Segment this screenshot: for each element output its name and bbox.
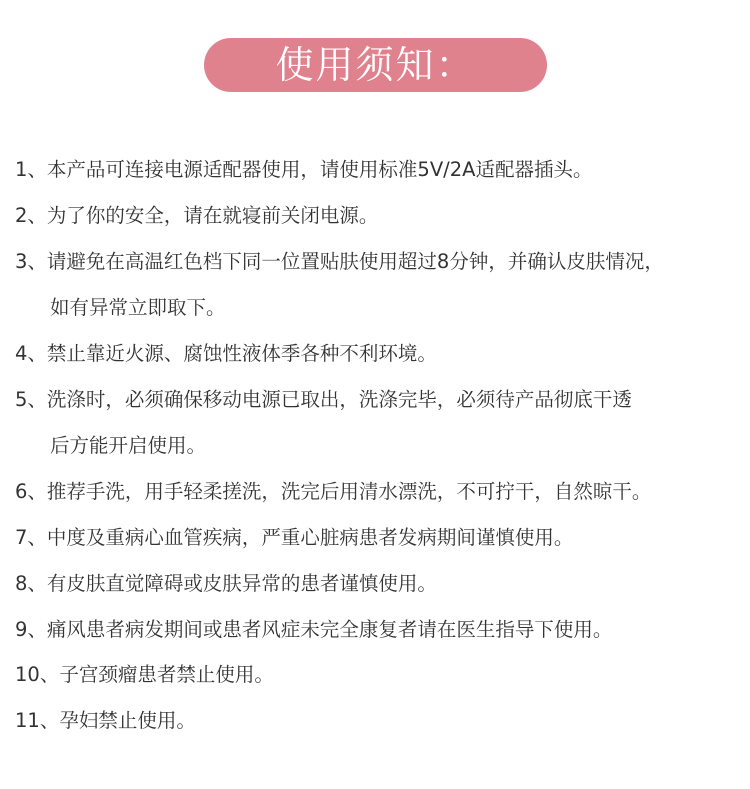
- notice-item-6: 6、推荐手洗，用手轻柔搓洗，洗完后用清水漂洗，不可拧干，自然晾干。: [15, 480, 652, 503]
- notice-item-7: 7、中度及重病心血管疾病，严重心脏病患者发病期间谨慎使用。: [15, 526, 574, 549]
- title-banner: [204, 38, 547, 92]
- notice-item-11: 11、孕妇禁止使用。: [15, 709, 196, 732]
- notice-item-5-continued: 后方能开启使用。: [50, 434, 207, 457]
- notice-item-4: 4、禁止靠近火源、腐蚀性液体季各种不利环境。: [15, 342, 437, 365]
- page-title: 使用须知：: [275, 43, 476, 87]
- notice-item-5: 5、洗涤时，必须确保移动电源已取出，洗涤完毕，必须待产品彻底干透: [15, 388, 632, 411]
- notice-item-2: 2、为了你的安全，请在就寝前关闭电源。: [15, 204, 379, 227]
- notice-item-3-continued: 如有异常立即取下。: [50, 296, 226, 319]
- notice-item-10: 10、子宫颈瘤患者禁止使用。: [15, 663, 274, 686]
- notice-item-9: 9、痛风患者病发期间或患者风症未完全康复者请在医生指导下使用。: [15, 618, 613, 641]
- notice-item-8: 8、有皮肤直觉障碍或皮肤异常的患者谨慎使用。: [15, 572, 437, 595]
- notice-item-3: 3、请避免在高温红色档下同一位置贴肤使用超过8分钟，并确认皮肤情况，: [15, 250, 664, 273]
- notice-item-1: 1、本产品可连接电源适配器使用，请使用标准5V/2A适配器插头。: [15, 158, 593, 181]
